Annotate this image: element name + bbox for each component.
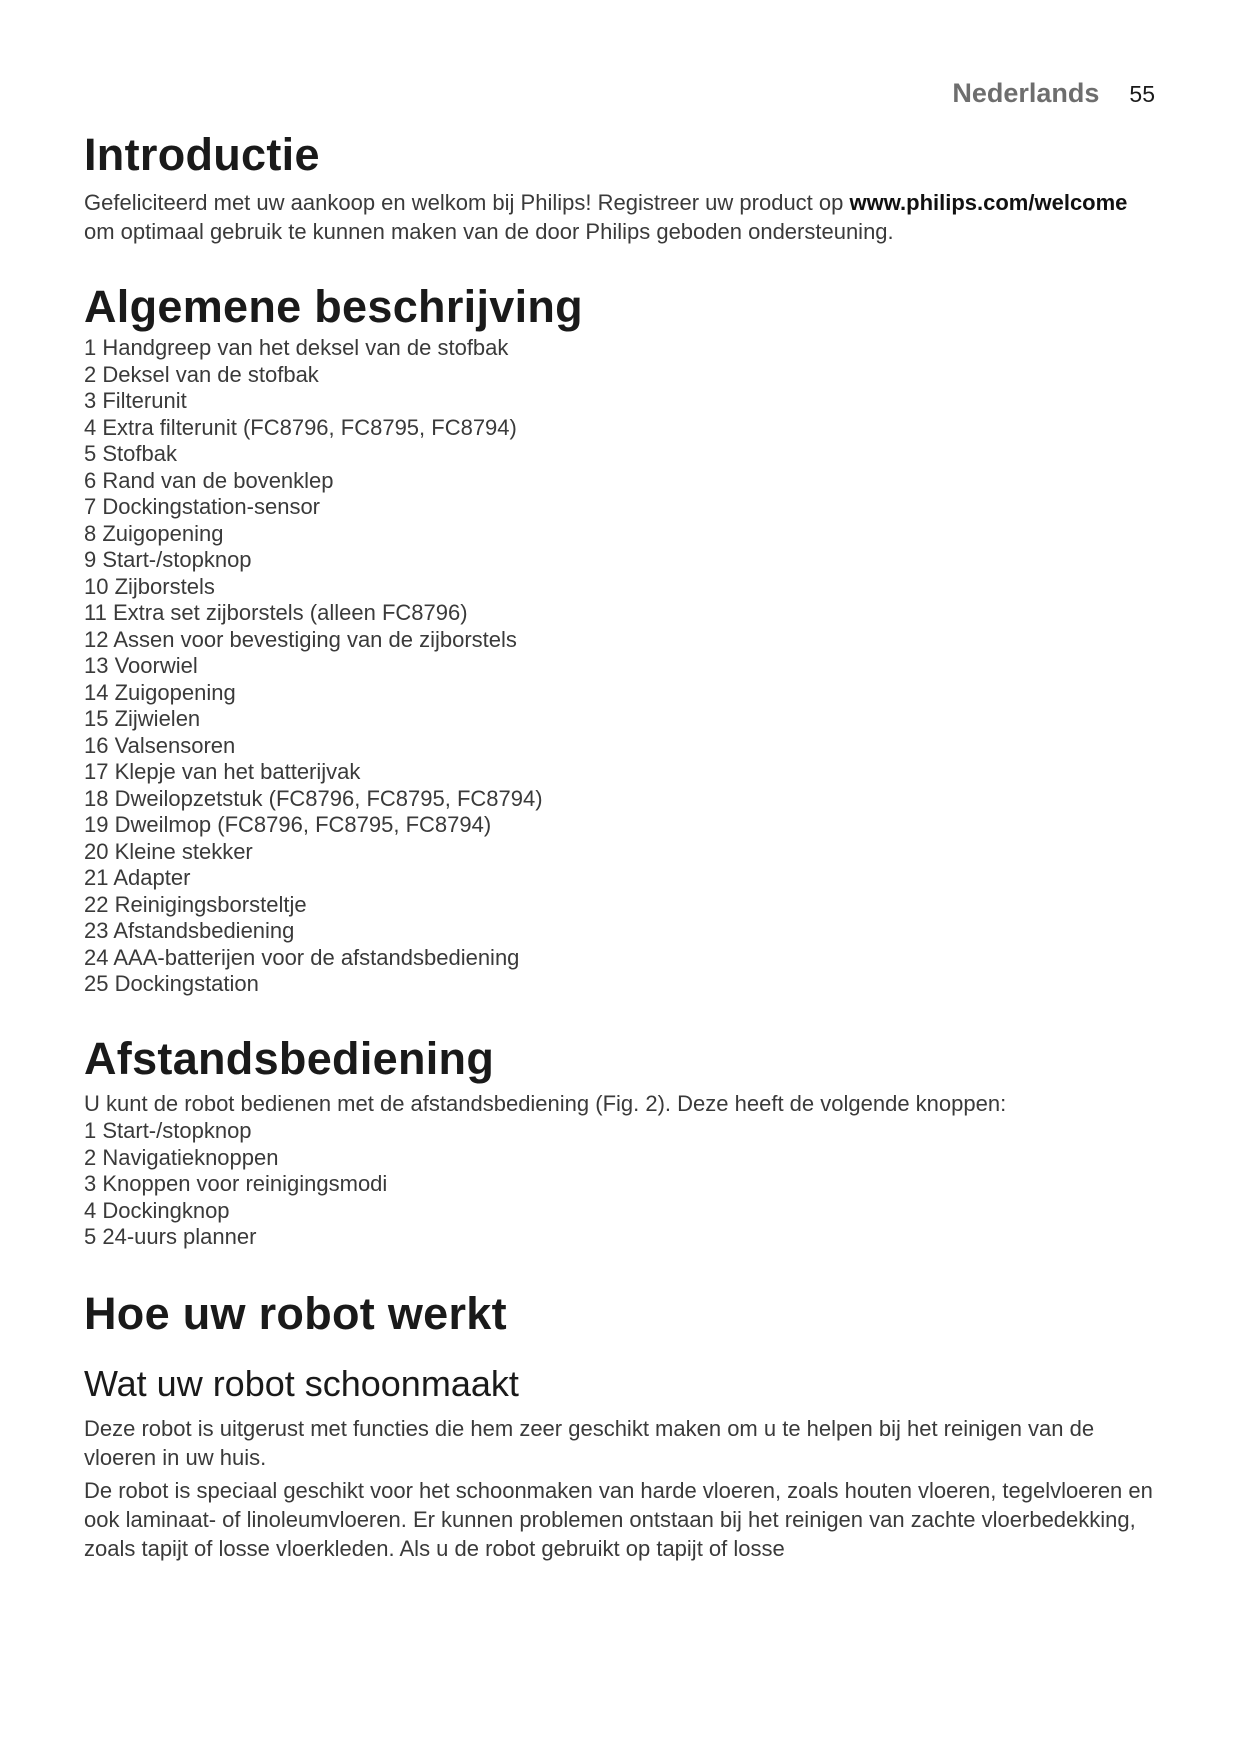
part-list-item: 13 Voorwiel [84,653,198,678]
part-list-item: 22 Reinigingsborsteltje [84,891,307,917]
part-list-item: 14 Zuigopening [84,679,236,705]
what-it-cleans-paragraph-1: Deze robot is uitgerust met functies die hem zeer geschikt maken om u te helpen bij het reinigen van de vloeren in uw huis. [84,1415,1095,1470]
what-it-cleans-heading: Wat uw robot schoonmaakt [84,1363,519,1404]
part-list-item: 23 Afstandsbediening [84,918,295,943]
remote-button-item: 1 Start-/stopknop [84,1118,252,1143]
remote-button-item: 2 Navigatieknoppen [84,1144,279,1170]
page-header [952,78,1155,109]
part-list-item: 18 Dweilopzetstuk (FC8796, FC8795, FC8794) [84,785,543,811]
welcome-link[interactable]: www.philips.com/welcome [849,189,1128,215]
remote-buttons-list [84,1118,1164,1251]
intro-section [84,130,1164,246]
what-it-cleans-paragraph-2: De robot is speciaal geschikt voor het schoonmaken van harde vloeren, zoals houten vloeren, tegelvloeren en ook laminaat- of linoleumvloeren. Er kunnen problemen ontstaan bij het reinigen van zachte vloerbedekking, zoals tapijt of losse vloerkleden. Als u de robot gebruikt op tapijt of losse [84,1477,1153,1561]
intro-paragraph [84,188,1164,246]
remote-control-heading: Afstandsbediening [84,1032,495,1084]
part-list-item: 20 Kleine stekker [84,838,253,864]
how-it-works-heading: Hoe uw robot werkt [84,1287,507,1339]
part-list-item: 5 Stofbak [84,441,177,466]
remote-button-item: 5 24-uurs planner [84,1224,257,1249]
part-list-item: 9 Start-/stopknop [84,547,252,572]
part-list-item: 12 Assen voor bevestiging van de zijborstels [84,626,517,652]
general-description-section [84,282,1164,998]
part-list-item: 7 Dockingstation-sensor [84,494,321,519]
remote-control-intro: U kunt de robot bedienen met de afstandsbediening (Fig. 2). Deze heeft de volgende knoppen: [84,1091,1007,1116]
remote-control-section [84,1034,1164,1251]
parts-list [84,335,1164,998]
remote-button-item: 4 Dockingknop [84,1197,230,1223]
part-list-item: 4 Extra filterunit (FC8796, FC8795, FC8794) [84,414,517,440]
part-list-item: 21 Adapter [84,865,191,890]
page-number: 55 [1129,81,1155,107]
part-list-item: 11 Extra set zijborstels (alleen FC8796) [84,600,468,625]
how-it-works-section [84,1289,1164,1563]
part-list-item: 2 Deksel van de stofbak [84,361,319,387]
part-list-item: 17 Klepje van het batterijvak [84,759,361,784]
remote-button-item: 3 Knoppen voor reinigingsmodi [84,1171,388,1196]
part-list-item: 15 Zijwielen [84,706,201,731]
part-list-item: 19 Dweilmop (FC8796, FC8795, FC8794) [84,812,492,837]
intro-text-after: om optimaal gebruik te kunnen maken van de door Philips geboden ondersteuning. [84,218,894,244]
general-description-heading: Algemene beschrijving [84,280,583,332]
part-list-item: 1 Handgreep van het deksel van de stofbak [84,335,509,360]
part-list-item: 3 Filterunit [84,388,187,413]
part-list-item: 24 AAA-batterijen voor de afstandsbediening [84,944,520,970]
part-list-item: 16 Valsensoren [84,732,236,758]
part-list-item: 6 Rand van de bovenklep [84,467,334,493]
page-content [84,130,1164,1563]
intro-heading: Introductie [84,129,320,180]
part-list-item: 25 Dockingstation [84,971,259,996]
language-label: Nederlands [952,78,1100,108]
part-list-item: 8 Zuigopening [84,520,224,546]
part-list-item: 10 Zijborstels [84,573,215,599]
intro-text-before: Gefeliciteerd met uw aankoop en welkom bij Philips! Registreer uw product op [84,189,850,215]
